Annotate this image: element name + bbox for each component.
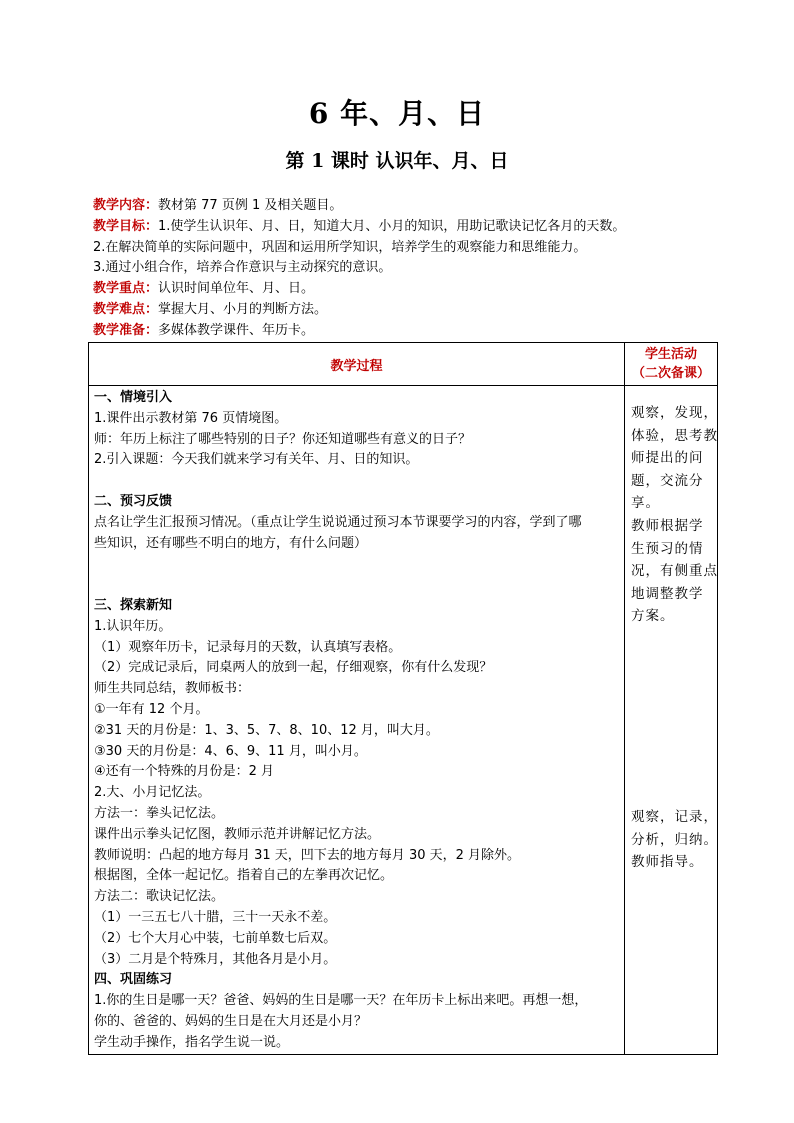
process-line: 教师说明：凸起的地方每月 31 天，凹下去的地方每月 30 天，2 月除外。: [94, 847, 521, 863]
meta-line: [93, 321, 713, 342]
meta-label: 教学准备：: [93, 322, 159, 338]
meta-label: 教学重点：: [93, 281, 159, 297]
activity-note-line: 题，交流分享。: [631, 472, 704, 512]
student-activity-cell: [625, 386, 718, 1055]
meta-label: 教学难点：: [93, 301, 159, 317]
meta-label: 教学目标：: [93, 218, 159, 234]
teaching-process-cell: [89, 386, 625, 1055]
activity-note-line: 观察，记录，: [631, 809, 718, 825]
blank-line: [94, 554, 620, 575]
process-line: 课件出示拳头记忆图，教师示范并讲解记忆方法。: [94, 826, 381, 842]
process-line: ②31 天的月份是：1、3、5、7、8、10、12 月，叫大月。: [94, 722, 439, 738]
process-line: （2）完成记录后，同桌两人的放到一起，仔细观察，你有什么发现？: [94, 660, 493, 676]
section-heading: 一、情境引入: [94, 390, 173, 405]
header-student-activity: [625, 343, 718, 386]
activity-note-line: 况，有侧重点: [631, 563, 718, 580]
activity-note-line: 分析，归纳。: [631, 831, 718, 848]
activity-note-line: 方案。: [631, 608, 675, 625]
process-line: （2）七个大月心中装，七前单数七后双。: [94, 930, 337, 946]
meta-line: [93, 217, 713, 238]
meta-text: 认识时间单位年、月、日。: [158, 281, 315, 297]
process-line: 你的、爸爸的、妈妈的生日是在大月还是小月？: [94, 1013, 368, 1029]
activity-note-line: 师提出的问: [631, 450, 704, 467]
process-line: （3）二月是个特殊月，其他各月是小月。: [94, 951, 337, 967]
activity-note-line: 观察，发现，: [631, 405, 718, 421]
process-line: 点名让学生汇报预习情况。（重点让学生说说通过预习本节课要学习的内容，学到了哪: [94, 514, 582, 530]
process-line: 1.你的生日是哪一天？爸爸、妈妈的生日是哪一天？在年历卡上标出来吧。再想一想，: [94, 993, 588, 1009]
activity-note-line: 教师指导。: [631, 854, 704, 871]
process-line: 些知识，还有哪些不明白的地方，有什么问题）: [94, 535, 368, 551]
process-line: 2.大、小月记忆法。: [94, 785, 211, 801]
section-heading: 二、预习反馈: [94, 493, 173, 509]
process-line: 方法一：拳头记忆法。: [94, 805, 225, 821]
header-teaching-process: 教学过程: [89, 343, 625, 386]
header-student-activity-line1: 学生活动: [644, 347, 697, 362]
meta-line: [93, 258, 713, 279]
meta-line: [93, 300, 713, 321]
blank-line: [94, 575, 620, 596]
header-student-activity-line2: （二次备课）: [631, 366, 710, 381]
blank-line: [94, 471, 620, 492]
meta-label: 教学内容：: [93, 198, 159, 213]
lesson-subtitle: 第 1 课时 认识年、月、日: [285, 150, 509, 172]
process-line: 1.课件出示教材第 76 页情境图。: [94, 410, 288, 426]
process-line: 2.引入课题：今天我们就来学习有关年、月、日的知识。: [94, 452, 419, 468]
meta-line: [93, 279, 713, 300]
process-line: 师生共同总结，教师板书：: [94, 681, 251, 697]
lesson-meta: [93, 196, 713, 342]
activity-note-line: 生预习的情: [631, 540, 704, 557]
meta-text: 1.使学生认识年、月、日，知道大月、小月的知识，用助记歌诀记忆各月的天数。: [158, 218, 626, 234]
meta-text: 多媒体教学课件、年历卡。: [158, 322, 315, 338]
process-line: 学生动手操作，指名学生说一说。: [94, 1034, 290, 1050]
section-heading: 三、探索新知: [94, 597, 173, 613]
section-heading: 四、巩固练习: [94, 972, 173, 988]
process-line: ④还有一个特殊的月份是：2 月: [94, 764, 275, 780]
meta-text: 教材第 77 页例 1 及相关题目。: [158, 198, 343, 213]
process-line: 师：年历上标注了哪些特别的日子？你还知道哪些有意义的日子？: [94, 431, 472, 447]
lesson-title: 6 年、月、日: [308, 97, 486, 130]
activity-note-line: 地调整教学: [631, 585, 704, 602]
activity-notes-1: [631, 402, 719, 628]
process-line: 根据图，全体一起记忆。指着自己的左拳再次记忆。: [94, 868, 394, 884]
meta-text: 3.通过小组合作，培养合作意识与主动探究的意识。: [93, 260, 392, 276]
process-line: （1）观察年历卡，记录每月的天数，认真填写表格。: [94, 639, 402, 655]
meta-text: 2.在解决简单的实际问题中，巩固和运用所学知识，培养学生的观察能力和思维能力。: [93, 239, 587, 255]
meta-line: [93, 238, 713, 259]
meta-line: [93, 196, 713, 217]
process-line: （1）一三五七八十腊，三十一天永不差。: [94, 909, 337, 925]
activity-note-line: 体验，思考教: [631, 427, 718, 444]
process-line: 方法二：歌诀记忆法。: [94, 889, 225, 905]
process-line: ①一年有 12 个月。: [94, 701, 209, 717]
process-line: 1.认识年历。: [94, 618, 172, 634]
activity-note-line: 教师根据学: [631, 517, 704, 534]
meta-text: 掌握大月、小月的判断方法。: [158, 301, 328, 317]
activity-notes-2: [631, 806, 719, 874]
process-line: ③30 天的月份是：4、6、9、11 月，叫小月。: [94, 743, 367, 759]
lesson-table: [88, 342, 718, 1055]
